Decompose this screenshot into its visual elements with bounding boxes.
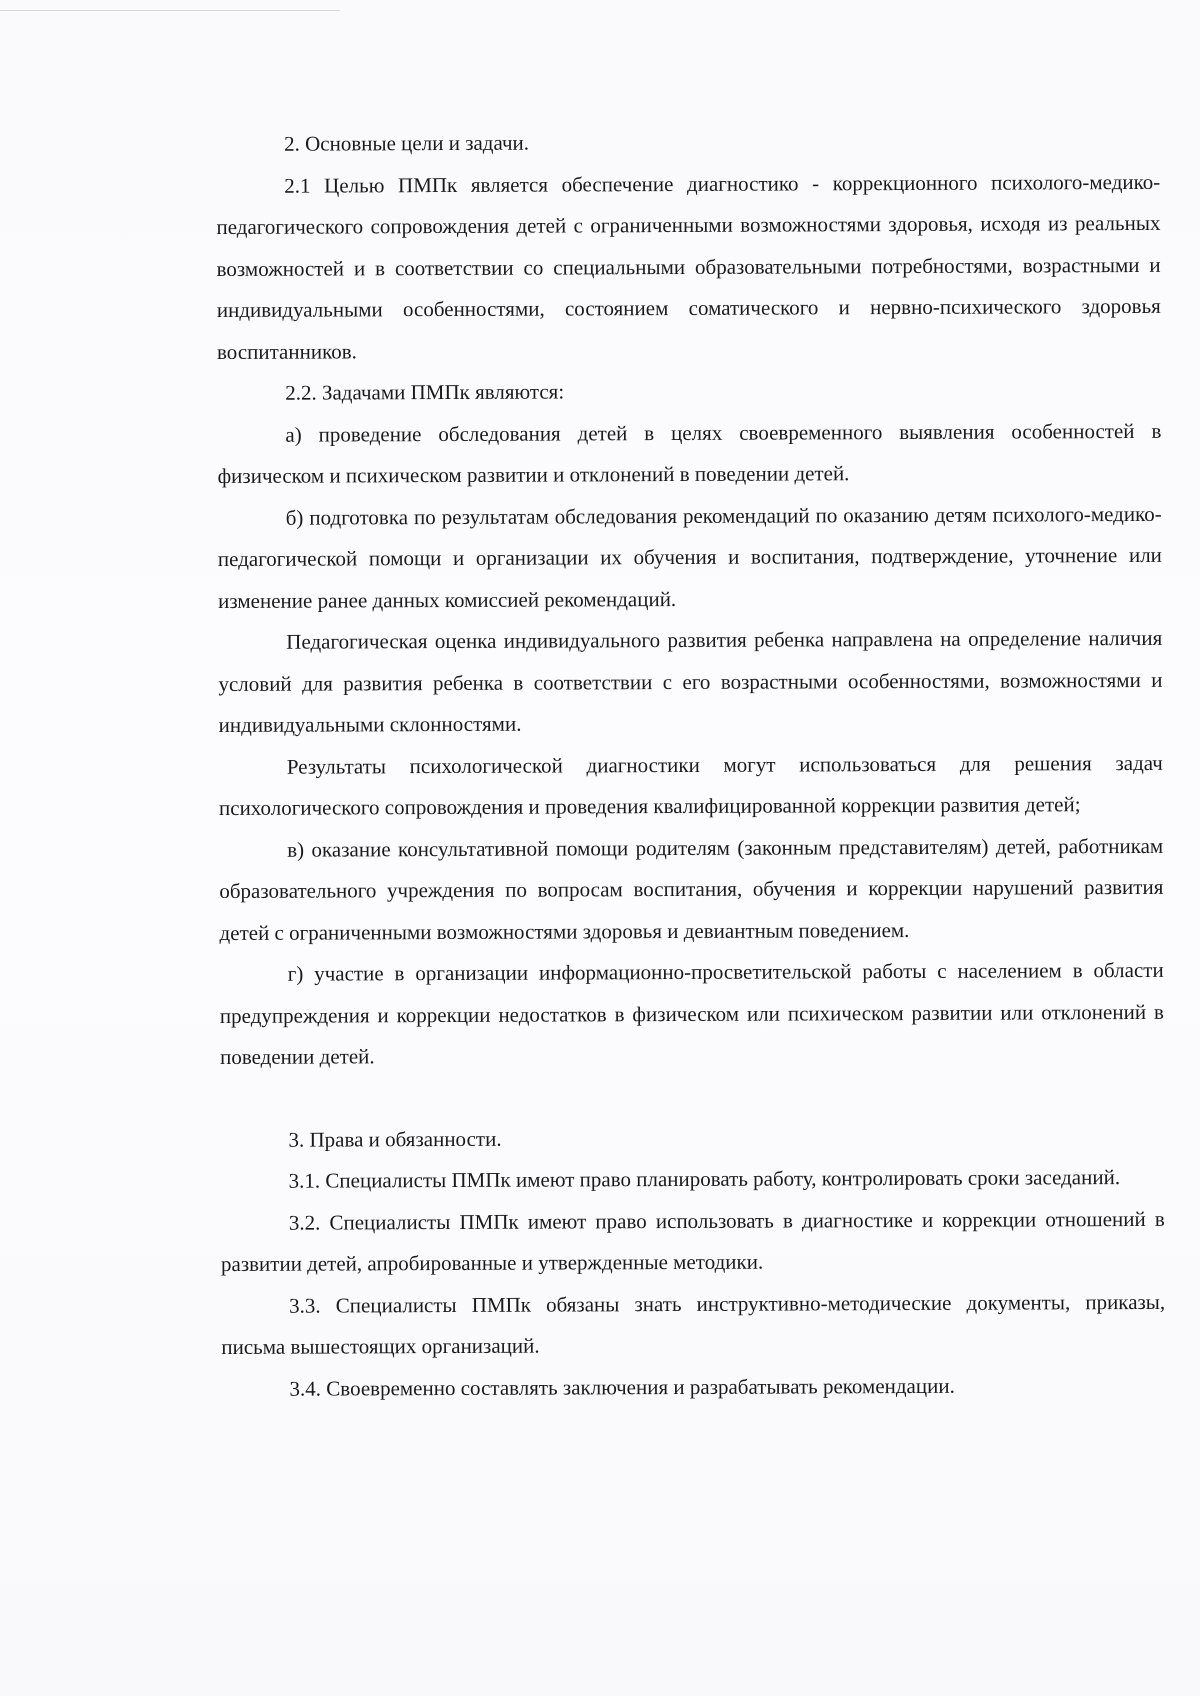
paragraph-psychological-diagnostics: Результаты психологической диагностики могут использоваться для решения задач психологического сопровождения и проведения квалифицированной коррекции развития детей; bbox=[218, 750, 1163, 820]
paragraph-3-2: 3.2. Специалисты ПМПк имеют право использовать в диагностике и коррекции отношений в развитии детей, апробированные и утвержденные методики. bbox=[220, 1206, 1165, 1276]
section-2-heading: 2. Основные цели и задачи. bbox=[284, 130, 530, 156]
item-v: в) оказание консультативной помощи родителям (законным представителям) детей, работникам образовательного учреждения по вопросам воспитания, обучения и коррекции нарушений развития детей с ограниченными возможностями здоровья и девиантным поведением. bbox=[219, 833, 1164, 945]
document-body bbox=[216, 120, 1166, 1410]
paragraph-2-2: 2.2. Задачами ПМПк являются: bbox=[285, 379, 565, 405]
paragraph-3-1: 3.1. Специалисты ПМПк имеют право планировать работу, контролировать сроки заседаний. bbox=[288, 1165, 1121, 1193]
paragraph-3-3: 3.3. Специалисты ПМПк обязаны знать инструктивно-методические документы, приказы, письма вышестоящих организаций. bbox=[221, 1289, 1166, 1359]
item-g: г) участие в организации информационно-просветительской работы с населением в области предупреждения и коррекции недостатков в физическом или психическом развитии или отклонений в поведении детей. bbox=[219, 957, 1164, 1069]
section-3-heading: 3. Права и обязанности. bbox=[288, 1126, 502, 1152]
item-a: а) проведение обследования детей в целях своевременного выявления особенностей в физическом и психическом развитии и отклонений в поведении детей. bbox=[217, 418, 1162, 488]
paragraph-2-1: 2.1 Целью ПМПк является обеспечение диагностико - коррекционного психолого-медико-педагогического сопровождения детей с ограниченными возможностями здоровья, исходя из реальных возможностей и в соответствии со специальными образовательными потребностями, возрастными и индивидуальными особенностями, состоянием соматического и нервно-психического здоровья воспитанников. bbox=[216, 169, 1161, 364]
item-b: б) подготовка по результатам обследования рекомендаций по оказанию детям психолого-медико-педагогической помощи и организации их обучения и воспитания, подтверждение, уточнение или изменение ранее данных комиссией рекомендаций. bbox=[217, 501, 1162, 613]
section-gap bbox=[220, 1074, 1164, 1119]
scan-edge-line bbox=[0, 10, 340, 11]
paragraph-pedagogical-assessment: Педагогическая оценка индивидуального развития ребенка направлена на определение наличия условий для развития ребенка в соответствии с его возрастными особенностями, возможностями и индивидуальными склонностями. bbox=[218, 625, 1163, 737]
paragraph-3-4: 3.4. Своевременно составлять заключения и разрабатывать рекомендации. bbox=[289, 1373, 955, 1401]
